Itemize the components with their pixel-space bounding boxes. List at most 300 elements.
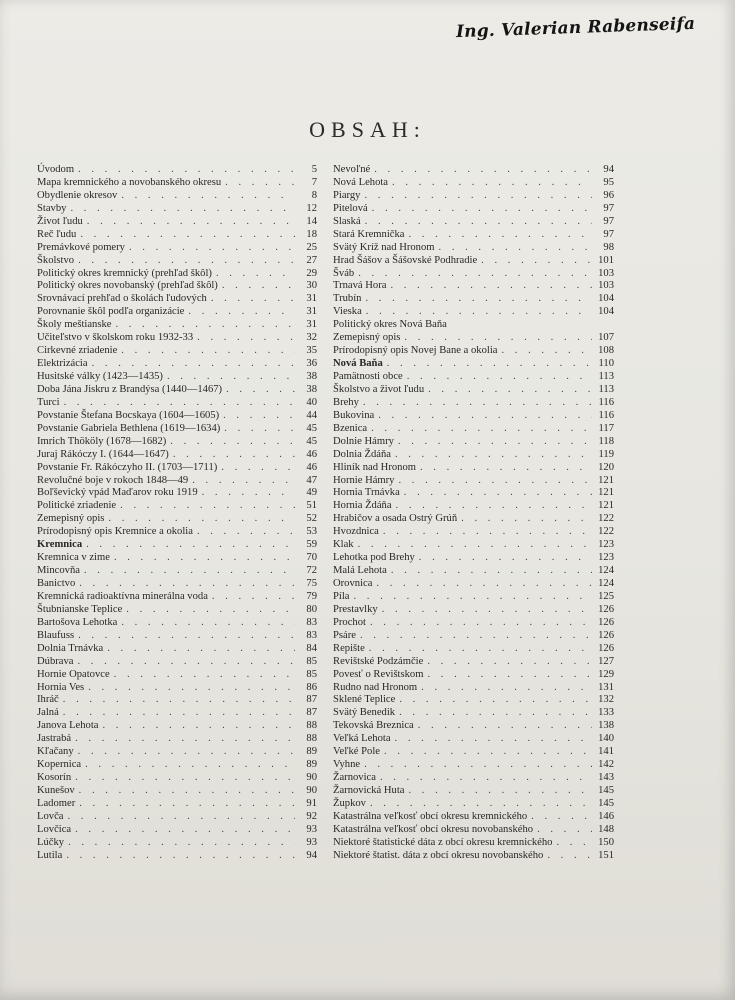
dot-leader (481, 255, 592, 268)
toc-entry (333, 837, 614, 850)
dot-leader (121, 190, 295, 203)
dot-leader (78, 164, 295, 177)
toc-entry-title: Premávkové pomery (37, 241, 125, 253)
dot-leader (378, 410, 592, 423)
toc-entry-page: 25 (306, 241, 317, 253)
dot-leader (216, 268, 295, 281)
toc-entry-page: 113 (598, 383, 614, 395)
dot-leader (126, 604, 295, 617)
dot-leader (64, 397, 295, 410)
dot-leader (398, 436, 592, 449)
toc-entry-title: Prestavlky (333, 603, 378, 615)
dot-leader (63, 694, 295, 707)
dot-leader (226, 384, 295, 397)
dot-leader (365, 293, 592, 306)
toc-entry-title: Blaufuss (37, 629, 75, 641)
toc-entry-title: Boľševický vpád Maďarov roku 1919 (37, 487, 198, 499)
dot-leader (170, 436, 295, 449)
toc-entry (333, 720, 614, 733)
dot-leader (419, 552, 592, 565)
toc-entry (37, 837, 317, 850)
toc-entry-title: Školy meštianske (37, 319, 112, 331)
toc-entry (333, 811, 614, 824)
dot-leader (77, 656, 295, 669)
dot-leader (420, 462, 592, 475)
toc-entry-page: 141 (598, 746, 614, 758)
toc-entry-page: 52 (306, 513, 317, 525)
toc-entry-page: 31 (306, 319, 317, 331)
toc-entry-title: Mapa kremnického a novobanského okresu (37, 176, 222, 188)
toc-entry-page: 117 (598, 422, 614, 434)
toc-entry-title: Hvozdnica (333, 526, 379, 538)
toc-entry-page: 75 (306, 578, 317, 589)
dot-leader (167, 371, 295, 384)
dot-leader (364, 759, 592, 772)
toc-entry-title: Doba Jána Jiskru z Brandýsa (1440—1467) (37, 383, 223, 395)
toc-entry-title: Brehy (333, 396, 359, 408)
toc-entry-title: Klak (333, 539, 354, 551)
toc-entry (333, 759, 614, 772)
toc-entry (37, 669, 317, 682)
toc-entry-page: 126 (598, 629, 614, 641)
dot-leader (92, 358, 295, 371)
dot-leader (107, 643, 295, 656)
dot-leader (86, 539, 295, 552)
toc-entry-title: Tekovská Breznica (333, 720, 414, 732)
toc-entry (37, 203, 317, 216)
toc-entry-title: Prírodopisný opis Kremnice a okolia (37, 526, 193, 538)
toc-entry-page: 125 (598, 590, 614, 602)
toc-entry-page: 45 (306, 422, 317, 434)
toc-entry-title: Lovča (37, 810, 64, 822)
toc-entry (37, 164, 317, 177)
toc-entry-page: 51 (306, 500, 317, 512)
toc-entry-page: 127 (598, 655, 614, 667)
toc-entry (37, 643, 317, 656)
toc-entry-page: 80 (306, 603, 317, 615)
dot-leader (225, 177, 295, 190)
toc-entry-title: Srovnávací prehľad o školách ľudových (37, 293, 207, 305)
toc-entry-page: 123 (598, 552, 614, 564)
toc-entry-title: Hrabičov a osada Ostrý Grúň (333, 513, 458, 525)
toc-entry-page: 145 (598, 797, 614, 809)
dot-leader (382, 604, 592, 617)
toc-entry-title: Katastrálna veľkosť obcí okresu novobanského (333, 823, 534, 835)
toc-entry-title: Veľká Lehota (333, 733, 391, 745)
toc-entry (333, 669, 614, 682)
toc-entry (37, 733, 317, 746)
toc-entry (333, 306, 614, 319)
toc-entry-title: Štubnianske Teplice (37, 603, 123, 615)
toc-entry-title: Bukovina (333, 409, 375, 421)
toc-entry (37, 694, 317, 707)
toc-entry (37, 255, 317, 268)
toc-entry-page: 14 (306, 215, 317, 227)
toc-entry (333, 242, 614, 255)
toc-entry-title: Revištské Podzámčie (333, 655, 424, 667)
toc-entry-title: Obydlenie okresov (37, 189, 118, 201)
toc-entry (37, 190, 317, 203)
dot-leader (115, 319, 295, 332)
toc-entry (333, 177, 614, 190)
toc-entry-title: Dúbrava (37, 655, 74, 667)
toc-entry (333, 462, 614, 475)
handwritten-signature: Ing. Valerian Rabenseifa (455, 13, 696, 43)
dot-leader (358, 539, 592, 552)
dot-leader (79, 578, 295, 591)
toc-entry-page: 148 (598, 823, 614, 835)
toc-entry (37, 177, 317, 190)
dot-leader (407, 371, 592, 384)
dot-leader (387, 358, 592, 371)
toc-entry (37, 617, 317, 630)
toc-entry-page: 94 (603, 164, 614, 175)
toc-entry-title: Politické zriadenie (37, 500, 117, 512)
toc-entry-title: Kremnica v zime (37, 552, 110, 564)
toc-entry (37, 475, 317, 488)
toc-entry-title: Stavby (37, 202, 67, 214)
toc-entry (37, 785, 317, 798)
dot-leader (428, 384, 592, 397)
dot-leader (121, 617, 295, 630)
toc-entry (333, 526, 614, 539)
toc-entry-title: Politický okres kremnický (prehľad škôl) (37, 267, 212, 279)
toc-entry-title: Úvodom (37, 164, 75, 175)
toc-entry-page: 70 (306, 552, 317, 564)
toc-entry (333, 319, 614, 332)
toc-entry-page: 86 (306, 681, 317, 693)
toc-entry (37, 345, 317, 358)
dot-leader (461, 513, 592, 526)
dot-leader (70, 203, 295, 216)
toc-entry-title: Hornie Opatovce (37, 668, 110, 680)
toc-entry-page: 107 (598, 332, 614, 344)
toc-entry (333, 500, 614, 513)
page-title: OBSAH: (309, 117, 426, 142)
toc-entry-title: Reč ľudu (37, 228, 77, 240)
toc-entry (333, 733, 614, 746)
toc-entry (37, 216, 317, 229)
toc-left-column (37, 164, 317, 863)
toc-entry-page: 18 (306, 228, 317, 240)
toc-entry-title: Lovčica (37, 823, 72, 835)
toc-entry (333, 268, 614, 281)
toc-entry-page: 143 (598, 772, 614, 784)
toc-entry (37, 707, 317, 720)
dot-leader (439, 242, 592, 255)
toc-entry (333, 643, 614, 656)
toc-entry-title: Nová Lehota (333, 176, 389, 188)
toc-entry-page: 87 (306, 694, 317, 706)
toc-entry (37, 565, 317, 578)
toc-entry (37, 280, 317, 293)
toc-entry-page: 121 (598, 500, 614, 512)
toc-entry-page: 88 (306, 733, 317, 745)
toc-entry-page: 150 (598, 836, 614, 848)
toc-entry-title: Cirkevné zriadenie (37, 345, 118, 357)
toc-entry-page: 46 (306, 461, 317, 473)
toc-entry-page: 12 (306, 202, 317, 214)
toc-entry-title: Porovnanie škôl podľa organizácie (37, 306, 185, 318)
toc-entry-page: 121 (598, 487, 614, 499)
toc-entry-page: 88 (306, 720, 317, 732)
toc-entry (333, 190, 614, 203)
dot-leader (75, 772, 295, 785)
dot-leader (84, 565, 295, 578)
toc-entry-title: Turci (37, 396, 60, 408)
dot-leader (79, 798, 295, 811)
toc-entry (37, 759, 317, 772)
toc-entry-page: 142 (598, 759, 614, 771)
toc-entry-page: 98 (603, 241, 614, 253)
dot-leader (376, 578, 592, 591)
toc-entry (333, 345, 614, 358)
dot-leader (370, 798, 592, 811)
toc-entry-title: Psáre (333, 629, 356, 641)
toc-entry-title: Mincovňa (37, 565, 80, 577)
toc-entry-page: 113 (598, 371, 614, 382)
toc-entry (333, 423, 614, 436)
dot-leader (78, 630, 295, 643)
toc-entry-page: 122 (598, 513, 614, 525)
toc-entry-page: 103 (598, 280, 614, 292)
toc-entry-page: 45 (306, 435, 317, 447)
toc-entry-page: 38 (306, 371, 317, 382)
dot-leader (221, 462, 295, 475)
toc-entry-page: 89 (306, 746, 317, 758)
toc-entry (37, 552, 317, 565)
dot-leader (78, 255, 295, 268)
dot-leader (404, 487, 592, 500)
toc-entry-title: Prírodopisný opis Novej Bane a okolia (333, 345, 498, 357)
dot-leader (395, 449, 592, 462)
toc-entry (37, 850, 317, 863)
dot-leader (78, 746, 295, 759)
dot-leader (374, 164, 592, 177)
toc-entry-page: 35 (306, 345, 317, 357)
toc-entry-title: Nevoľné (333, 164, 371, 175)
toc-entry-page: 132 (598, 694, 614, 706)
dot-leader (384, 746, 592, 759)
dot-leader (531, 811, 592, 824)
toc-entry (333, 332, 614, 345)
toc-entry-title: Pitelová (333, 202, 368, 214)
toc-entry-page: 29 (306, 267, 317, 279)
toc-entry (333, 293, 614, 306)
toc-entry-page: 49 (306, 487, 317, 499)
toc-entry-page: 7 (311, 176, 317, 188)
dot-leader (408, 785, 592, 798)
toc-entry (37, 720, 317, 733)
toc-entry (333, 565, 614, 578)
toc-entry-page: 116 (598, 409, 614, 421)
dot-leader (66, 850, 295, 863)
toc-entry-page: 131 (598, 681, 614, 693)
dot-leader (399, 707, 592, 720)
toc-entry-page: 93 (306, 836, 317, 848)
toc-entry (333, 694, 614, 707)
toc-entry-title: Piargy (333, 189, 361, 201)
toc-entry-title: Kremnica (37, 539, 83, 551)
dot-leader (129, 242, 295, 255)
toc-entry-title: Dolnia Trnávka (37, 642, 104, 654)
dot-leader (392, 177, 592, 190)
toc-entry-page: 126 (598, 616, 614, 628)
dot-leader (114, 669, 295, 682)
dot-leader (79, 785, 295, 798)
dot-leader (197, 526, 295, 539)
toc-entry-page: 124 (598, 565, 614, 577)
toc-entry-title: Zemepisný opis (333, 332, 401, 344)
dot-leader (427, 669, 592, 682)
toc-entry-page: 151 (598, 849, 614, 861)
toc-entry (333, 578, 614, 591)
toc-entry-page: 101 (598, 254, 614, 266)
toc-entry-page: 103 (598, 267, 614, 279)
toc-entry-title: Dolnia Ždáňa (333, 448, 391, 460)
toc-entry-title: Juraj Rákóczy I. (1644—1647) (37, 448, 169, 460)
toc-entry (37, 746, 317, 759)
toc-entry-page: 85 (306, 668, 317, 680)
toc-entry (333, 617, 614, 630)
toc-entry-page: 53 (306, 526, 317, 538)
toc-entry-title: Rudno nad Hronom (333, 681, 418, 693)
dot-leader (224, 423, 295, 436)
dot-leader (85, 759, 295, 772)
toc-entry-title: Imrich Thököly (1678—1682) (37, 435, 167, 447)
toc-entry (333, 746, 614, 759)
toc-entry-title: Kosorín (37, 772, 72, 784)
toc-entry-title: Svätý Kríž nad Hronom (333, 241, 435, 253)
toc-entry-title: Život ľudu (37, 215, 83, 227)
dot-leader (398, 475, 592, 488)
dot-leader (418, 720, 592, 733)
toc-entry-page: 124 (598, 578, 614, 589)
dot-leader (75, 824, 295, 837)
toc-entry (37, 229, 317, 242)
toc-entry (333, 229, 614, 242)
toc-entry (37, 242, 317, 255)
toc-entry-page: 31 (306, 293, 317, 305)
toc-entry-title: Žarnovická Huta (333, 785, 405, 796)
dot-leader (63, 707, 295, 720)
toc-entry-page: 92 (306, 810, 317, 822)
toc-entry-page: 104 (598, 293, 614, 305)
dot-leader (87, 216, 295, 229)
toc-entry (333, 384, 614, 397)
toc-entry-title: Hornia Ždáňa (333, 500, 392, 512)
toc-entry-page: 118 (598, 435, 614, 447)
toc-entry-page: 123 (598, 539, 614, 551)
toc-entry-title: Katastrálna veľkosť obcí okresu kremnického (333, 810, 528, 822)
toc-entry-page: 146 (598, 810, 614, 822)
dot-leader (380, 772, 592, 785)
toc-entry (333, 850, 614, 863)
toc-entry-page: 97 (603, 202, 614, 214)
toc-entry (333, 255, 614, 268)
toc-entry (37, 539, 317, 552)
dot-leader (501, 345, 592, 358)
toc-entry-page: 30 (306, 280, 317, 292)
toc-entry-title: Kremnická radioaktívna minerálna voda (37, 590, 208, 602)
toc-entry-title: Hornia Trnávka (333, 487, 400, 499)
dot-leader (556, 837, 592, 850)
toc-entry (37, 526, 317, 539)
toc-entry-title: Vyhne (333, 759, 361, 771)
toc-entry-title: Hornia Ves (37, 681, 85, 693)
toc-entry-title: Elektrizácia (37, 358, 88, 370)
toc-entry (37, 591, 317, 604)
toc-entry-page: 90 (306, 785, 317, 796)
toc-entry (37, 268, 317, 281)
toc-entry (37, 500, 317, 513)
toc-entry-page: 8 (311, 189, 317, 201)
dot-leader (68, 837, 295, 850)
toc-entry-page: 126 (598, 642, 614, 654)
toc-entry-title: Kunešov (37, 785, 75, 796)
dot-leader (222, 280, 295, 293)
toc-entry-page: 104 (598, 306, 614, 318)
toc-entry-page: 46 (306, 448, 317, 460)
toc-entry-page: 31 (306, 306, 317, 318)
dot-leader (396, 500, 592, 513)
toc-entry-title: Prochot (333, 616, 366, 628)
toc-entry-title: Stará Kremnička (333, 228, 405, 240)
toc-entry-title: Povstanie Štefana Bocskaya (1604—1605) (37, 409, 220, 421)
toc-entry-title: Jalná (37, 707, 59, 719)
toc-entry-title: Župkov (333, 797, 366, 809)
dot-leader (372, 203, 592, 216)
dot-leader (211, 293, 295, 306)
toc-entry (333, 436, 614, 449)
toc-entry-title: Sklené Teplice (333, 694, 396, 706)
toc-entry-title: Trubín (333, 293, 362, 305)
toc-entry-title: Bzenica (333, 422, 368, 434)
dot-leader (67, 811, 295, 824)
dot-leader (369, 643, 592, 656)
toc-entry (37, 293, 317, 306)
toc-entry-title: Niektoré štatist. dáta z obcí okresu novobanského (333, 849, 544, 861)
toc-entry (333, 539, 614, 552)
dot-leader (192, 475, 295, 488)
toc-right-column (333, 164, 614, 863)
dot-leader (365, 216, 592, 229)
toc-entry-title: Povstanie Fr. Rákóczyho II. (1703—1711) (37, 461, 218, 473)
toc-entry-title: Janova Lehota (37, 720, 99, 732)
toc-entry-title: Kopernica (37, 759, 82, 771)
toc-entry-title: Hrad Šášov a Šášovské Podhradie (333, 254, 478, 266)
dot-leader (404, 332, 592, 345)
toc-entry-title: Pamätnosti obce (333, 371, 403, 382)
toc-entry-page: 122 (598, 526, 614, 538)
toc-entry (333, 203, 614, 216)
toc-entry (333, 682, 614, 695)
toc-entry-title: Banictvo (37, 578, 76, 589)
toc-entry-page: 133 (598, 707, 614, 719)
toc-entry (333, 487, 614, 500)
dot-leader (427, 656, 592, 669)
toc-entry-page: 145 (598, 785, 614, 796)
toc-entry-page: 32 (306, 332, 317, 344)
dot-leader (212, 591, 295, 604)
dot-leader (395, 733, 592, 746)
dot-leader (121, 345, 295, 358)
dot-leader (358, 268, 592, 281)
toc-entry (333, 475, 614, 488)
toc-entry-page: 97 (603, 228, 614, 240)
toc-entry-title: Dolnie Hámry (333, 435, 394, 447)
toc-entry-title: Revolučné boje v rokoch 1848—49 (37, 474, 189, 486)
